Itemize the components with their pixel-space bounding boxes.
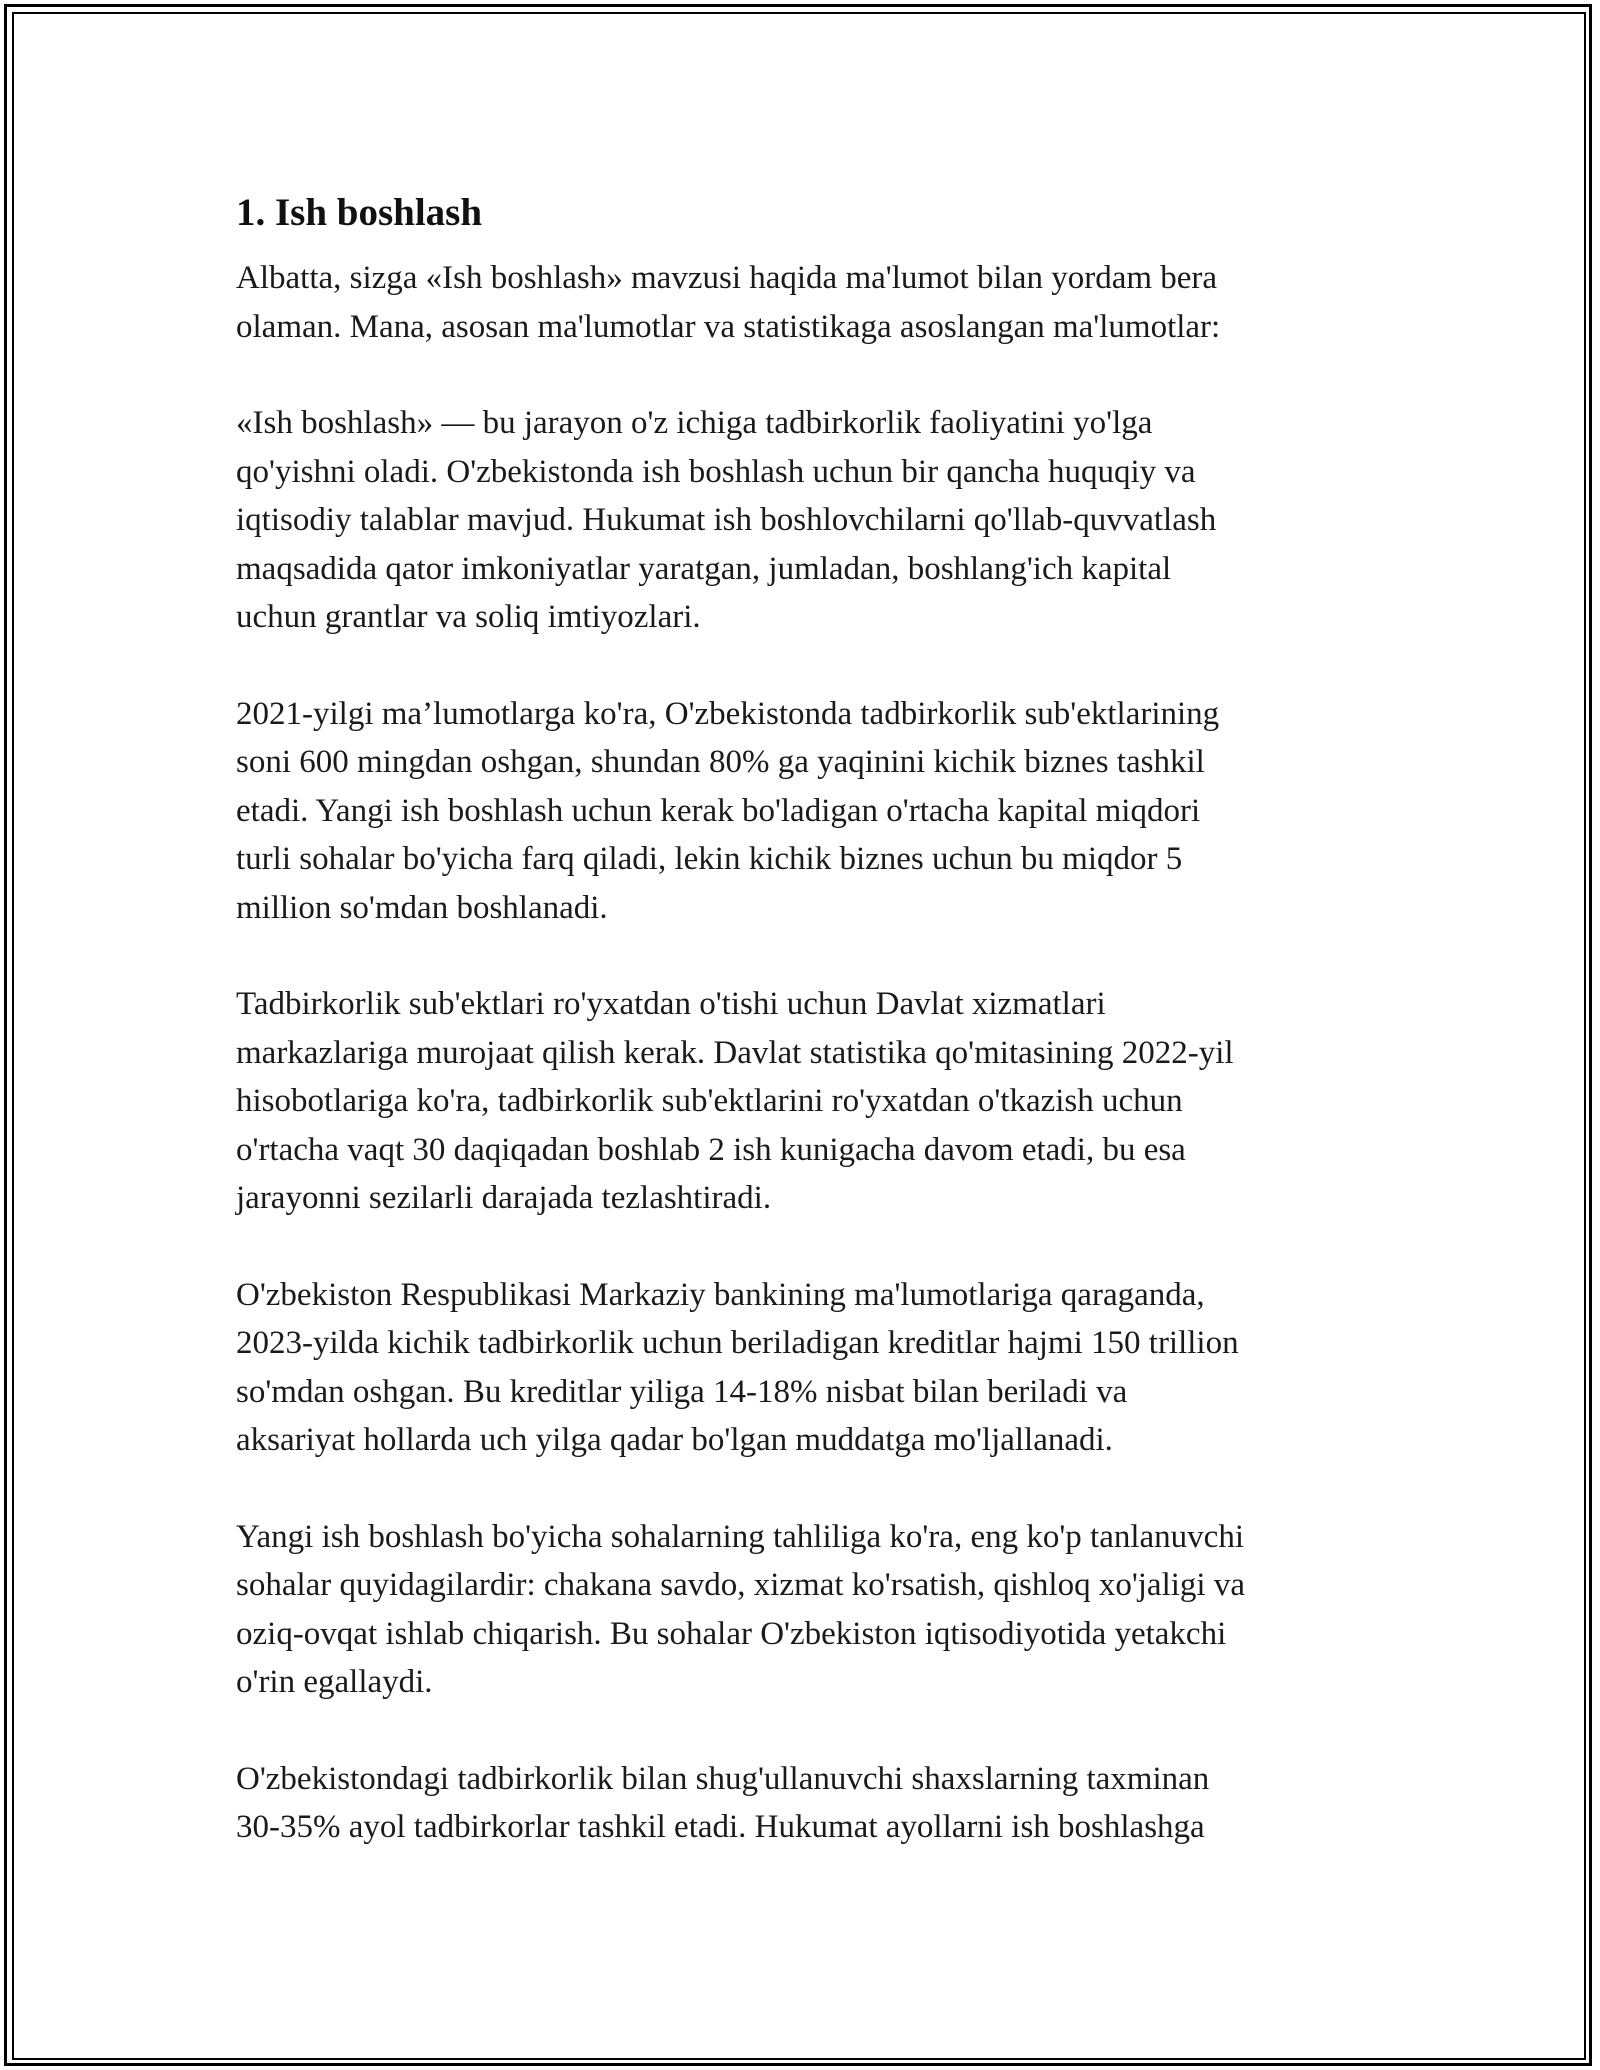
text-line: 30-35% ayol tadbirkorlar tashkil etadi. Hukumat ayollarni ish boshlashga: [236, 1809, 1205, 1845]
text-line: markazlariga murojaat qilish kerak. Davlat statistika qo'mitasining 2022-yil: [236, 1034, 1234, 1071]
text-line: o'rin egallaydi.: [236, 1664, 433, 1700]
text-line: so'mdan oshgan. Bu kreditlar yiliga 14-18% nisbat bilan beriladi va: [236, 1373, 1128, 1410]
paragraph-registration: [236, 980, 1376, 1223]
text-line: o'rtacha vaqt 30 daqiqadan boshlab 2 ish kunigacha davom etadi, bu esa: [236, 1131, 1186, 1168]
text-line: sohalar quyidagilardir: chakana savdo, xizmat ko'rsatish, qishloq xo'jaligi va: [236, 1567, 1245, 1603]
paragraph-sectors: [236, 1513, 1376, 1707]
text-line: iqtisodiy talablar mavjud. Hukumat ish boshlovchilarni qo'llab-quvvatlash: [236, 502, 1217, 538]
document-body: [236, 186, 1376, 1900]
text-line: Yangi ish boshlash bo'yicha sohalarning tahliliga ko'ra, eng ko'p tanlanuvchi: [236, 1518, 1244, 1555]
section-title: 1. Ish boshlash: [236, 191, 483, 234]
text-line: olaman. Mana, asosan ma'lumotlar va statistikaga asoslangan ma'lumotlar:: [236, 308, 1221, 345]
text-line: qo'yishni oladi. O'zbekistonda ish boshlash uchun bir qancha huquqiy va: [236, 453, 1196, 490]
text-line: O'zbekiston Respublikasi Markaziy bankining ma'lumotlariga qaraganda,: [236, 1276, 1205, 1313]
paragraph-statistics-2021: [236, 690, 1376, 933]
text-line: turli sohalar bo'yicha farq qiladi, lekin kichik biznes uchun bu miqdor 5: [236, 841, 1183, 877]
text-line: jarayonni sezilarli darajada tezlashtiradi.: [236, 1180, 772, 1216]
paragraph-women-entrepreneurs: [236, 1755, 1376, 1852]
text-line: hisobotlariga ko'ra, tadbirkorlik sub'ektlarini ro'yxatdan o'tkazish uchun: [236, 1083, 1183, 1119]
text-line: 2023-yilda kichik tadbirkorlik uchun beriladigan kreditlar hajmi 150 trillion: [236, 1325, 1239, 1361]
paragraph-intro: [236, 254, 1376, 351]
text-line: aksariyat hollarda uch yilga qadar bo'lgan muddatga mo'ljallanadi.: [236, 1422, 1113, 1458]
text-line: O'zbekistondagi tadbirkorlik bilan shug'ullanuvchi shaxslarning taxminan: [236, 1760, 1210, 1797]
text-line: Tadbirkorlik sub'ektlari ro'yxatdan o'tishi uchun Davlat xizmatlari: [236, 986, 1106, 1022]
text-line: etadi. Yangi ish boshlash uchun kerak bo'ladigan o'rtacha kapital miqdori: [236, 792, 1201, 829]
text-line: maqsadida qator imkoniyatlar yaratgan, jumladan, boshlang'ich kapital: [236, 550, 1172, 587]
text-line: oziq-ovqat ishlab chiqarish. Bu sohalar O'zbekiston iqtisodiyotida yetakchi: [236, 1615, 1227, 1652]
text-line: million so'mdan boshlanadi.: [236, 889, 608, 926]
paragraph-credits: [236, 1271, 1376, 1465]
text-line: Albatta, sizga «Ish boshlash» mavzusi haqida ma'lumot bilan yordam bera: [236, 260, 1218, 296]
text-line: soni 600 mingdan oshgan, shundan 80% ga yaqinini kichik biznes tashkil: [236, 744, 1205, 780]
text-line: uchun grantlar va soliq imtiyozlari.: [236, 599, 701, 635]
text-line: 2021-yilgi ma’lumotlarga ko'ra, O'zbekistonda tadbirkorlik sub'ektlarining: [236, 695, 1220, 732]
text-line: «Ish boshlash» — bu jarayon o'z ichiga tadbirkorlik faoliyatini yo'lga: [236, 405, 1153, 441]
paragraph-definition: [236, 399, 1376, 642]
